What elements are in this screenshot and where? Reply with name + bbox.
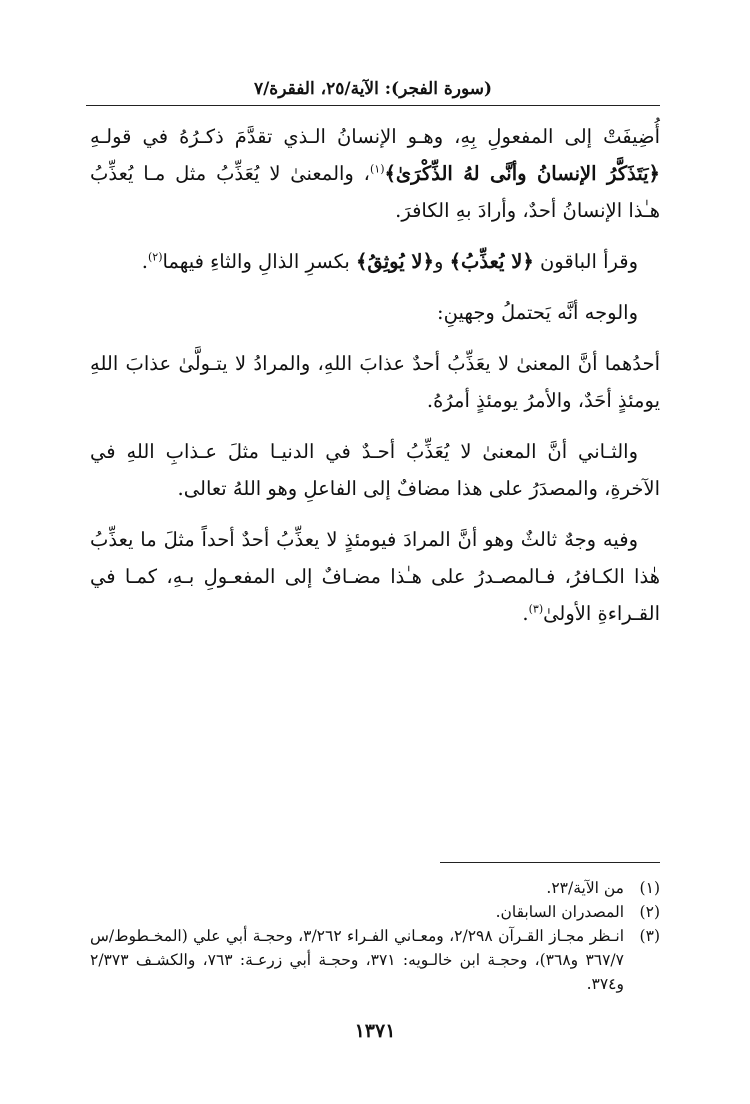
paragraph-6-text-a: وفيه وجهٌ ثالثٌ وهو أنَّ المرادَ فيومئذٍ لا يعذِّبُ أحدٌ أحداً مثلَ ما يعذِّبُ هٰذا الكـافرُ، فـالمصـدرُ على هـٰذا مضـافٌ إلى المفعـولِ بـهِ، كمـا في القـراءةِ الأولىٰ <box>90 528 660 625</box>
footnote-number: (١) <box>639 879 660 897</box>
paragraph-1-text-a: أُضِيفَتْ إلى المفعولِ بِهِ، وهـو الإنسانُ الـذي تقدَّمَ ذكـرُهُ في قولـهِ <box>90 125 660 148</box>
paragraph-1 <box>90 118 660 229</box>
footnote-item <box>90 876 660 900</box>
footnote-text: انـظر مجـاز القـرآن ٢/٢٩٨، ومعـاني الفـراء ٣/٢٦٢، وحجـة أبي علي (المخـطوط/س ٣٦٧/٧ و٣٦٨)، وحجـة ابن خالـويه: ٣٧١، وحجـة أبي زرعـة: ٧٦٣، والكشـف ٢/٣٧٣ و٣٧٤. <box>90 927 624 993</box>
paragraph-6 <box>90 521 660 632</box>
footnote-item <box>90 924 660 996</box>
paragraph-2-text-c: . <box>141 250 148 273</box>
footnote-divider <box>440 862 660 863</box>
page-header: (سورة الفجر): الآية/٢٥، الفقرة/٧ <box>253 79 493 99</box>
paragraph-2-text-a: وقرأ الباقون <box>533 250 638 273</box>
paragraph-2-conj: و <box>433 250 450 273</box>
paragraph-2-text-b: بكسرِ الذالِ والثاءِ فيهما <box>162 250 356 273</box>
quran-verse-1: ﴿لا يُعذِّبُ﴾ <box>449 250 534 273</box>
quran-verse-2: ﴿لا يُوثِقُ﴾ <box>356 250 434 273</box>
paragraph-3: والوجه أنَّه يَحتملُ وجهينِ: <box>437 301 638 324</box>
footnote-ref-2[interactable]: (٢) <box>147 250 163 264</box>
paragraph-5: والثـاني أنَّ المعنىٰ لا يُعَذِّبُ أحـدٌ في الدنيـا مثلَ عـذابِ اللهِ في الآخرةِ، والمصدَرُ على هذا مضافٌ إلى الفاعلِ وهو اللهُ تعالى. <box>90 440 660 500</box>
footnote-text: من الآية/٢٣. <box>546 879 624 897</box>
footnote-text: المصدران السابقان. <box>495 903 624 921</box>
header-divider <box>86 105 660 106</box>
paragraph-6-text-b: . <box>522 602 529 625</box>
footnotes <box>90 876 660 996</box>
footnote-ref-1[interactable]: (١) <box>369 162 385 176</box>
paragraph-1-text-b: ، والمعنىٰ لا يُعَذِّبُ مثل مـا يُعذِّبُ هـٰذا الإنسانُ أحدٌ، وأرادَ بهِ الكافرَ. <box>90 162 660 222</box>
footnote-item <box>90 900 660 924</box>
paragraph-4: أحدُهما أنَّ المعنىٰ لا يعَذِّبُ أحدٌ عذابَ اللهِ، والمرادُ لا يتـولَّىٰ عذابَ اللهِ يومئذٍ أحَدٌ، والأمرُ يومئذٍ أمرُهُ. <box>90 352 660 412</box>
footnote-number: (٢) <box>639 903 660 921</box>
quran-verse: ﴿يَتَذَكَّرُ الإنسانُ وأنَّى لهُ الذِّكْرَىٰ﴾ <box>384 162 660 185</box>
main-text <box>90 118 660 646</box>
page-number: ١٣٧١ <box>354 1020 396 1042</box>
footnote-number: (٣) <box>639 927 660 945</box>
paragraph-2 <box>90 243 660 280</box>
footnote-ref-3[interactable]: (٣) <box>528 602 544 616</box>
